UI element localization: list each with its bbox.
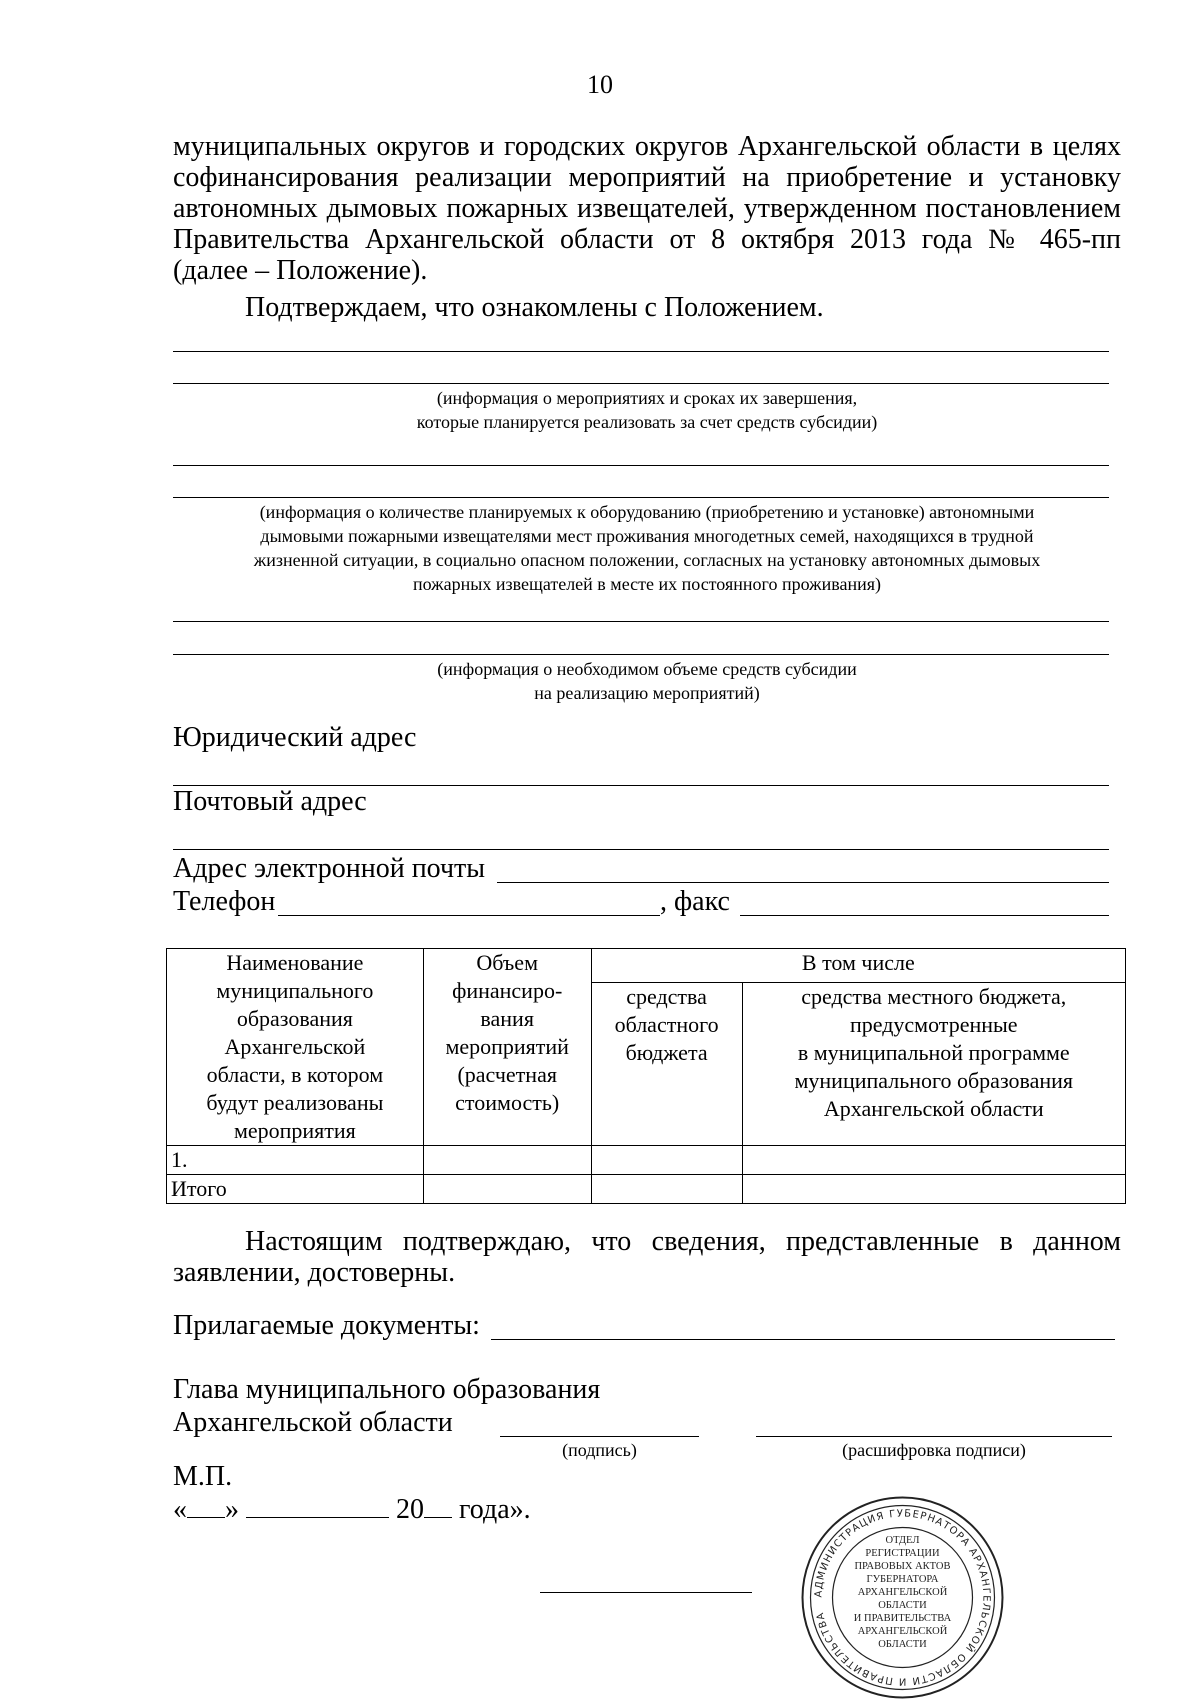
caption-line: жизненной ситуации, в социально опасном положении, согласных на установку автономных дымовых [253, 550, 1041, 570]
postal-address-field[interactable] [173, 849, 1109, 850]
fill-line[interactable] [173, 621, 1109, 622]
date-suffix: года». [459, 1494, 531, 1525]
financing-table [166, 948, 1126, 1204]
certify-line: Настоящим подтверждаю, что сведения, представленные в данном [245, 1226, 1121, 1257]
table-cell[interactable] [742, 1146, 1125, 1175]
phone-field[interactable] [278, 915, 660, 916]
stamp-line: И ПРАВИТЕЛЬСТВА [853, 1613, 952, 1624]
table-cell[interactable] [591, 1146, 742, 1175]
intro-line: софинансирования реализации мероприятий на приобретение и установку [173, 162, 1121, 193]
table-row [167, 1175, 1126, 1204]
attached-docs-label: Прилагаемые документы: [173, 1310, 480, 1341]
header-line: Архангельской [224, 1034, 366, 1059]
registration-field[interactable] [540, 1592, 752, 1593]
header-volume [423, 949, 591, 1146]
header-line: муниципального [216, 978, 374, 1003]
stamp-line: ПРАВОВЫХ АКТОВ [854, 1561, 951, 1572]
stamp-line: ОТДЕЛ [885, 1535, 920, 1546]
header-line: Архангельской области [823, 1095, 1044, 1121]
fill-line[interactable] [173, 383, 1109, 384]
page-number: 10 [587, 70, 613, 99]
signature-decode-caption: (расшифровка подписи) [842, 1440, 1026, 1460]
caption-activities [173, 386, 1121, 434]
intro-paragraph [173, 131, 1121, 286]
header-line: мероприятий [445, 1034, 569, 1059]
fax-field[interactable] [740, 915, 1109, 916]
header-line: областного [614, 1011, 719, 1037]
header-line: Объем [476, 950, 538, 975]
certify-paragraph [173, 1226, 1121, 1288]
caption-line: дымовыми пожарными извещателями мест проживания многодетных семей, находящихся в трудной [260, 526, 1034, 546]
header-line: средства местного бюджета, [801, 983, 1067, 1009]
caption-subsidy [173, 657, 1121, 705]
email-field[interactable] [497, 882, 1109, 883]
header-line: муниципального образования [794, 1067, 1074, 1093]
head-title-line: Глава муниципального образования [173, 1374, 601, 1405]
email-label: Адрес электронной почты [173, 853, 486, 884]
header-line: области, в котором [206, 1062, 384, 1087]
intro-line: муниципальных округов и городских округов Архангельской области в целях [173, 131, 1121, 162]
caption-line: (информация о количестве планируемых к оборудованию (приобретению и установке) автономными [259, 502, 1035, 522]
date-day-field[interactable] [187, 1495, 225, 1518]
signature-decode-field[interactable] [756, 1436, 1112, 1437]
header-line: (расчетная [457, 1062, 557, 1087]
header-line: Наименование [226, 950, 364, 975]
familiar-text: Подтверждаем, что ознакомлены с Положением. [245, 292, 824, 323]
table-cell[interactable] [423, 1175, 591, 1204]
table-cell[interactable] [742, 1175, 1125, 1204]
total-cell[interactable]: Итого [167, 1175, 424, 1204]
table-cell[interactable] [423, 1146, 591, 1175]
row-number-cell[interactable]: 1. [167, 1146, 424, 1175]
stamp-line: ОБЛАСТИ [878, 1639, 927, 1650]
fill-line[interactable] [173, 465, 1109, 466]
postal-address-label: Почтовый адрес [173, 786, 367, 817]
registration-stamp [800, 1495, 1005, 1700]
fill-line[interactable] [173, 654, 1109, 655]
date-open-quote: « [173, 1494, 187, 1525]
fill-line[interactable] [173, 351, 1109, 352]
header-line: предусмотренные [849, 1011, 1018, 1037]
header-local-budget [742, 982, 1125, 1145]
caption-line: (информация о необходимом объеме средств субсидии [437, 659, 857, 679]
caption-line: пожарных извещателей в месте их постоянного проживания) [413, 574, 881, 594]
intro-line: (далее – Положение). [173, 255, 428, 286]
header-line: вания [480, 1006, 534, 1031]
date-month-field[interactable] [246, 1495, 389, 1518]
header-line: в муниципальной программе [797, 1039, 1070, 1065]
date-century: 20 [396, 1494, 424, 1525]
date-year-field[interactable] [424, 1495, 452, 1518]
stamp-line: ГУБЕРНАТОРА [866, 1574, 939, 1585]
fill-line[interactable] [173, 497, 1109, 498]
header-municipality [167, 949, 424, 1146]
stamp-line: АРХАНГЕЛЬСКОЙ [857, 1626, 948, 1637]
caption-line: (информация о мероприятиях и сроках их завершения, [436, 388, 858, 408]
signature-caption: (подпись) [562, 1440, 637, 1460]
legal-address-label: Юридический адрес [173, 722, 417, 753]
caption-line: на реализацию мероприятий) [534, 683, 760, 703]
header-line: средства [626, 983, 707, 1009]
date-close-quote: » [225, 1494, 239, 1525]
signature-field[interactable] [500, 1436, 699, 1437]
caption-line: которые планируется реализовать за счет средств субсидии) [416, 412, 878, 432]
header-line: финансиро- [452, 978, 563, 1003]
intro-line: автономных дымовых пожарных извещателей, утвержденном постановлением [173, 193, 1121, 224]
seal-label: М.П. [173, 1461, 233, 1492]
attached-docs-field[interactable] [491, 1339, 1115, 1340]
header-line: образования [236, 1006, 353, 1031]
table-row [167, 1146, 1126, 1175]
stamp-line: АРХАНГЕЛЬСКОЙ [857, 1587, 948, 1598]
phone-label: Телефон [173, 886, 276, 917]
header-line: стоимость) [455, 1090, 560, 1115]
stamp-outer-text: АДМИНИСТРАЦИЯ ГУБЕРНАТОРА АРХАНГЕЛЬСКОЙ ОБЛАСТИ И ПРАВИТЕЛЬСТВА [813, 1508, 992, 1687]
fax-label: , факс [660, 886, 730, 917]
certify-line: заявлении, достоверны. [173, 1257, 456, 1288]
stamp-line: ОБЛАСТИ [878, 1600, 927, 1611]
date-line [173, 1494, 593, 1526]
intro-line: Правительства Архангельской области от 8 октября 2013 года № 465-пп [173, 224, 1121, 255]
header-line: бюджета [625, 1039, 708, 1065]
stamp-line: РЕГИСТРАЦИИ [865, 1548, 940, 1559]
header-line: будут реализованы [206, 1090, 384, 1115]
header-including: В том числе [591, 949, 1125, 983]
header-line: мероприятия [233, 1118, 356, 1143]
header-regional-budget [591, 982, 742, 1145]
familiar-statement [173, 292, 1121, 323]
caption-detectors [173, 500, 1121, 596]
head-title-line: Архангельской области [173, 1407, 453, 1438]
table-cell[interactable] [591, 1175, 742, 1204]
